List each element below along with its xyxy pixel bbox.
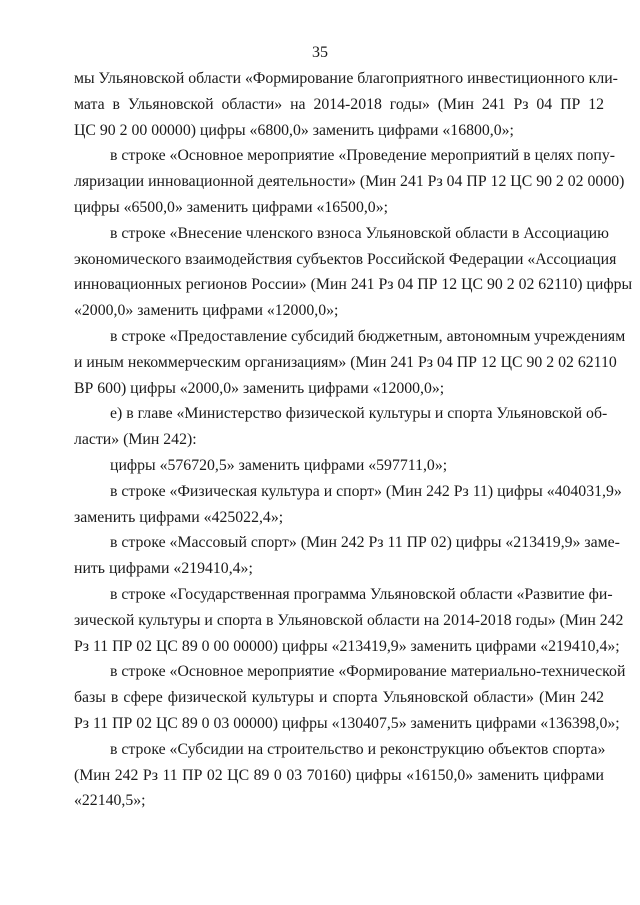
text-line: базы в сфере физической культуры и спорта Ульяновской области» (Мин 242 xyxy=(74,689,604,707)
text-line: ласти» (Мин 242): xyxy=(74,431,197,449)
text-line: в строке «Внесение членского взноса Ульяновской области в Ассоциацию xyxy=(110,224,609,242)
text-line: в строке «Предоставление субсидий бюджетным, автономным учреждениям xyxy=(110,327,626,345)
text-line: и иным некоммерческим организациям» (Мин 241 Рз 04 ПР 12 ЦС 90 2 02 62110 xyxy=(74,353,617,371)
text-line: в строке «Массовый спорт» (Мин 242 Рз 11 ПР 02) цифры «213419,9» заме- xyxy=(110,534,620,552)
text-line: мы Ульяновской области «Формирование благоприятного инвестиционного кли- xyxy=(74,70,618,87)
text-line: цифры «6500,0» заменить цифрами «16500,0»; xyxy=(74,198,388,216)
text-line: цифры «576720,5» заменить цифрами «597711,0»; xyxy=(110,456,448,474)
page-number: 35 xyxy=(312,44,328,61)
text-line: Рз 11 ПР 02 ЦС 89 0 00 00000) цифры «213419,9» заменить цифрами «219410,4»; xyxy=(74,637,620,655)
text-line: «2000,0» заменить цифрами «12000,0»; xyxy=(74,302,339,320)
text-line: инновационных регионов России» (Мин 241 Рз 04 ПР 12 ЦС 90 2 02 62110) цифры xyxy=(74,276,633,294)
text-line: заменить цифрами «425022,4»; xyxy=(74,508,284,526)
text-line: мата в Ульяновской области» на 2014-2018 годы» (Мин 241 Рз 04 ПР 12 xyxy=(74,95,604,113)
text-line: в строке «Основное мероприятие «Проведение мероприятий в целях попу- xyxy=(110,147,616,165)
text-line: ВР 600) цифры «2000,0» заменить цифрами «12000,0»; xyxy=(74,379,445,397)
text-line: в строке «Физическая культура и спорт» (Мин 242 Рз 11) цифры «404031,9» xyxy=(110,482,622,500)
text-line: в строке «Государственная программа Ульяновской области «Развитие фи- xyxy=(110,585,613,603)
text-line: зической культуры и спорта в Ульяновской области на 2014-2018 годы» (Мин 242 xyxy=(74,611,624,629)
document-body xyxy=(74,66,633,814)
text-line: ЦС 90 2 00 00000) цифры «6800,0» заменить цифрами «16800,0»; xyxy=(74,121,514,139)
text-line: Рз 11 ПР 02 ЦС 89 0 03 00000) цифры «130407,5» заменить цифрами «136398,0»; xyxy=(74,714,620,732)
text-line: нить цифрами «219410,4»; xyxy=(74,560,253,578)
text-line: экономического взаимодействия субъектов Российской Федерации «Ассоциация xyxy=(74,250,617,268)
text-line: ляризации инновационной деятельности» (Мин 241 Рз 04 ПР 12 ЦС 90 2 02 0000) xyxy=(74,173,625,191)
text-line: «22140,5»; xyxy=(74,792,146,810)
text-line: в строке «Основное мероприятие «Формирование материально-технической xyxy=(110,663,626,681)
text-line: (Мин 242 Рз 11 ПР 02 ЦС 89 0 03 70160) цифры «16150,0» заменить цифрами xyxy=(74,766,604,784)
text-line: в строке «Субсидии на строительство и реконструкцию объектов спорта» xyxy=(110,740,606,758)
text-line: е) в главе «Министерство физической культуры и спорта Ульяновской об- xyxy=(110,405,608,423)
